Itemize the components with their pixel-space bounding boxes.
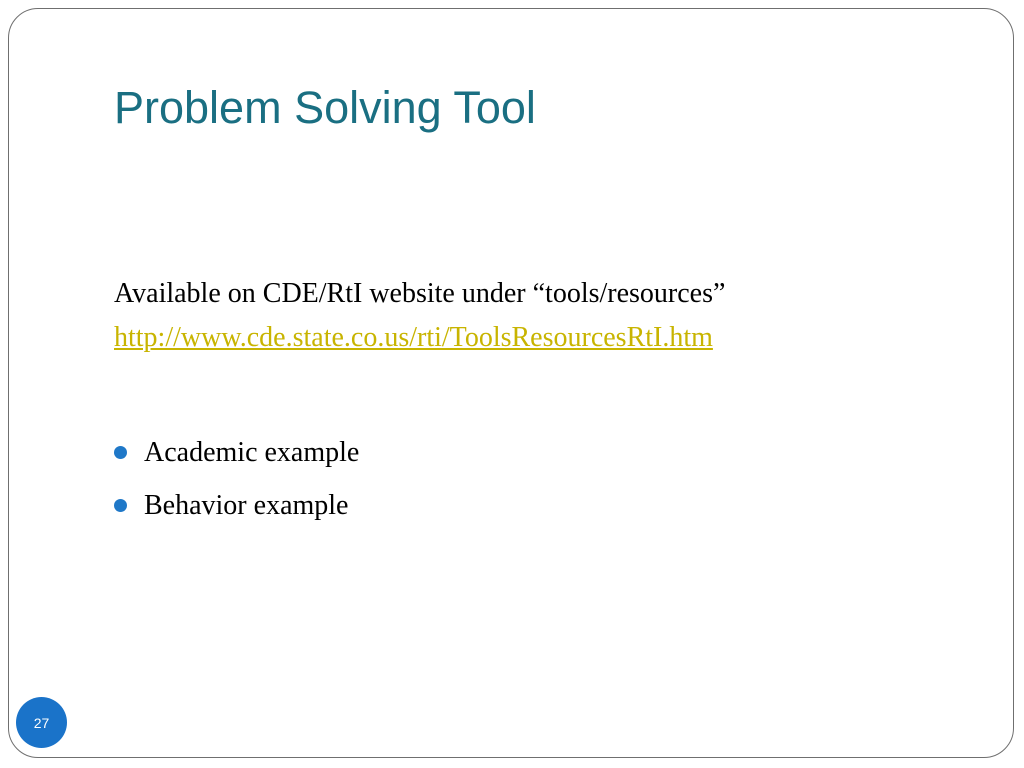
bullet-list xyxy=(114,426,359,532)
bullet-label: Behavior example xyxy=(144,489,349,521)
slide-title: Problem Solving Tool xyxy=(114,82,536,133)
intro-text: Available on CDE/RtI website under “tools/resources” xyxy=(114,278,726,309)
bullet-icon xyxy=(114,446,127,459)
bullet-label: Academic example xyxy=(144,436,360,468)
bullet-item-behavior xyxy=(114,479,359,532)
page-number-badge: 27 xyxy=(16,697,67,748)
bullet-icon xyxy=(114,499,127,512)
bullet-item-academic xyxy=(114,426,359,479)
resource-link[interactable]: http://www.cde.state.co.us/rti/ToolsResourcesRtI.htm xyxy=(114,322,713,353)
